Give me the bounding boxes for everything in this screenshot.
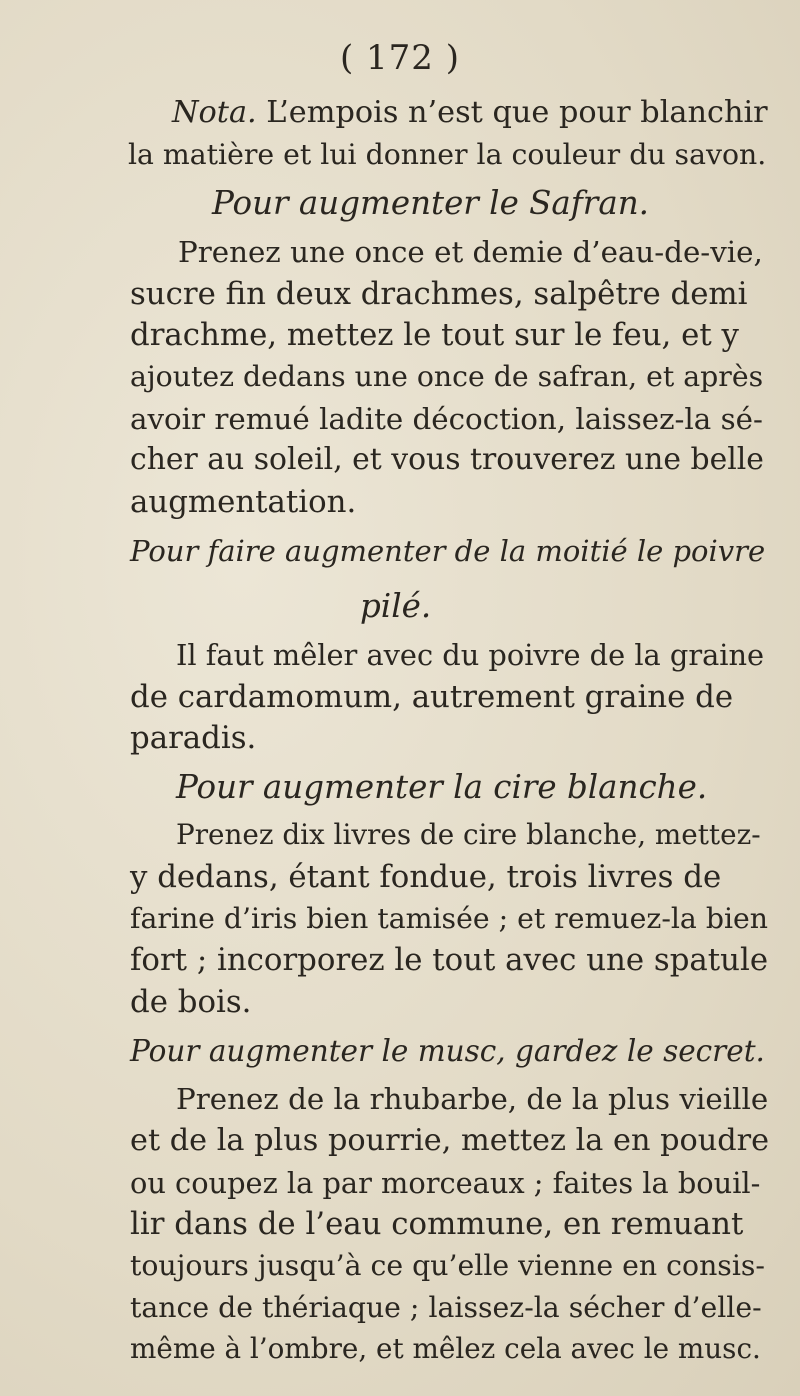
nota-text: L’empois n’est que pour blanchir [256, 95, 768, 130]
paragraph-line: de bois. [130, 984, 252, 1020]
paragraph-line: Prenez de la rhubarbe, de la plus vieille [176, 1082, 769, 1116]
paragraph-line: paradis. [130, 720, 257, 756]
paragraph-line: Il faut mêler avec du poivre de la graine [176, 638, 765, 672]
paragraph-line: ajoutez dedans une once de safran, et après [130, 360, 764, 393]
paragraph-line: drachme, mettez le tout sur le feu, et y [130, 317, 739, 353]
paragraph-line: y dedans, étant fondue, trois livres de [130, 859, 722, 895]
section-heading-poivre-cont: pilé. [360, 587, 432, 625]
paragraph-line: avoir remué ladite décoction, laissez-la sé- [130, 402, 763, 436]
paragraph-line: de cardamomum, autrement graine de [130, 679, 734, 715]
section-heading-poivre: Pour faire augmenter de la moitié le poivre [130, 534, 766, 568]
section-heading-cire: Pour augmenter la cire blanche. [176, 768, 708, 806]
paragraph-line: toujours jusqu’à ce qu’elle vienne en consis- [130, 1249, 765, 1282]
paragraph-line: sucre fin deux drachmes, salpêtre demi [130, 276, 748, 312]
nota-label: Nota. [172, 95, 257, 130]
paragraph-line: augmentation. [130, 484, 357, 520]
paragraph-line: et de la plus pourrie, mettez la en poudre [130, 1123, 770, 1158]
section-heading-musc: Pour augmenter le musc, gardez le secret. [130, 1034, 765, 1068]
paragraph-line: cher au soleil, et vous trouverez une belle [130, 442, 764, 477]
paragraph-line: Prenez une once et demie d’eau-de-vie, [178, 235, 763, 269]
paragraph-line: même à l’ombre, et mêlez cela avec le musc. [130, 1332, 761, 1365]
paragraph-line: tance de thériaque ; laissez-la sécher d’elle- [130, 1291, 762, 1324]
paragraph-line: farine d’iris bien tamisée ; et remuez-la bien [130, 902, 768, 935]
paragraph-line: Prenez dix livres de cire blanche, mettez- [176, 818, 761, 851]
page-number: ( 172 ) [339, 38, 461, 78]
nota-line-2: la matière et lui donner la couleur du savon. [128, 138, 767, 171]
paragraph-line: ou coupez la par morceaux ; faites la bouil- [130, 1166, 761, 1200]
section-heading-safran: Pour augmenter le Safran. [212, 184, 649, 222]
nota-line-1 [172, 92, 768, 134]
paragraph-line: fort ; incorporez le tout avec une spatule [130, 942, 769, 978]
paragraph-line: lir dans de l’eau commune, en remuant [130, 1206, 744, 1242]
